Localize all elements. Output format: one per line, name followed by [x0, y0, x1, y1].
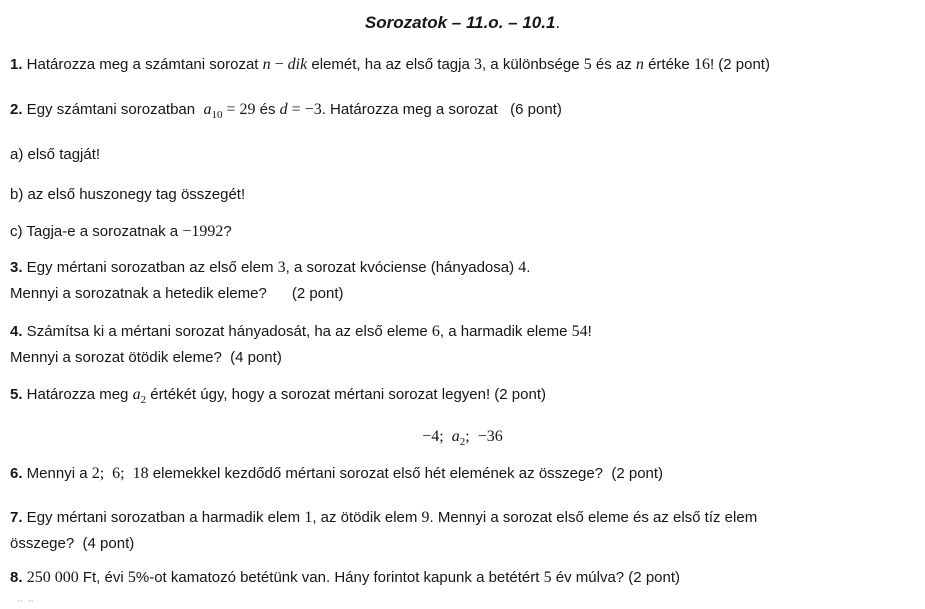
text-run: Ft, évi: [78, 569, 128, 586]
text-run: 4.: [10, 323, 23, 340]
clipped-line-fragment-line-1: [18, 598, 915, 609]
text-run: Sorozatok – 11.o. – 10.1: [364, 13, 556, 32]
question-5-line-1: [10, 382, 915, 408]
item-b: [10, 182, 915, 208]
question-6: [10, 461, 915, 487]
item-a-line-1: [10, 142, 915, 168]
text-run: 5.: [10, 386, 23, 403]
question-7: [10, 505, 915, 557]
text-run: ¨¨: [18, 597, 40, 609]
item-a: [10, 142, 915, 168]
text-run: 10: [211, 109, 223, 121]
question-1: [10, 52, 915, 78]
text-run: 1: [304, 509, 313, 526]
text-run: c) Tagja-e a sorozatnak a: [10, 223, 183, 240]
text-run: .: [526, 259, 531, 276]
text-run: 7.: [10, 509, 23, 526]
text-run: !: [587, 323, 592, 340]
text-run: 2: [459, 436, 466, 448]
text-run: dik: [287, 56, 308, 73]
text-run: értéke: [643, 56, 694, 73]
text-run: n: [635, 56, 644, 73]
text-run: b) az első huszonegy tag összegét!: [10, 186, 246, 203]
item-c-line-1: [10, 219, 915, 245]
text-run: , a sorozat kvóciense (hányadosa): [285, 259, 519, 276]
text-run: . Mennyi a sorozat első eleme és az első tíz elem: [429, 509, 758, 526]
question-8: [10, 565, 915, 591]
text-run: 2.: [10, 101, 23, 118]
text-run: 8.: [10, 569, 23, 586]
text-run: 3.: [10, 259, 23, 276]
text-run: ! (2 pont): [709, 56, 770, 73]
text-run: 3: [277, 259, 286, 276]
question-4-line-2: [10, 345, 915, 371]
text-run: = −3: [287, 101, 322, 118]
text-run: elemekkel kezdődő mértani sorozat első hét elemének az összege? (2 pont): [148, 465, 664, 482]
text-run: és: [255, 101, 280, 118]
question-8-line-1: [10, 565, 915, 591]
question-1-line-1: [10, 52, 915, 78]
text-run: −: [270, 56, 288, 73]
text-run: ; −36: [465, 428, 503, 445]
text-run: n: [262, 56, 271, 73]
text-run: összege? (4 pont): [10, 535, 135, 552]
text-run: 250 000: [26, 569, 79, 586]
formula-line-1: [10, 424, 915, 450]
text-run: 5: [127, 569, 136, 586]
question-2-line-1: [10, 97, 915, 123]
text-run: a) első tagját!: [10, 146, 101, 163]
clipped-line-fragment: [18, 598, 915, 609]
text-run: 9: [421, 509, 430, 526]
text-run: . Határozza meg a sorozat (6 pont): [321, 101, 562, 118]
text-run: 5: [583, 56, 592, 73]
text-run: 6.: [10, 465, 23, 482]
text-run: Egy mértani sorozatban a harmadik elem: [22, 509, 305, 526]
text-run: d: [279, 101, 288, 118]
question-4: [10, 319, 915, 371]
text-run: Egy számtani sorozatban: [22, 101, 204, 118]
question-3-line-2: [10, 281, 915, 307]
text-run: a: [203, 101, 212, 118]
text-run: %-ot kamatozó betétünk van. Hány forintot kapunk a betétért: [135, 569, 544, 586]
text-run: Határozza meg a számtani sorozat: [22, 56, 263, 73]
text-run: 4: [518, 259, 527, 276]
text-run: és az: [591, 56, 636, 73]
question-3-line-1: [10, 255, 915, 281]
text-run: Mennyi a sorozat ötödik eleme? (4 pont): [10, 349, 282, 366]
text-run: elemét, ha az első tagja: [307, 56, 474, 73]
text-run: értékét úgy, hogy a sorozat mértani sorozat legyen! (2 pont): [146, 386, 546, 403]
text-run: 6: [431, 323, 440, 340]
text-run: a: [132, 386, 141, 403]
text-run: = 29: [222, 101, 256, 118]
text-run: , az ötödik elem: [312, 509, 422, 526]
question-6-line-1: [10, 461, 915, 487]
text-run: Egy mértani sorozatban az első elem: [22, 259, 278, 276]
text-run: Mennyi a sorozatnak a hetedik eleme? (2 pont): [10, 285, 344, 302]
text-run: év múlva? (2 pont): [551, 569, 681, 586]
text-run: 54: [571, 323, 588, 340]
question-4-line-1: [10, 319, 915, 345]
text-run: Számítsa ki a mértani sorozat hányadosát, ha az első eleme: [22, 323, 432, 340]
question-5: [10, 382, 915, 408]
text-run: 5: [543, 569, 552, 586]
question-7-line-2: [10, 531, 915, 557]
question-3: [10, 255, 915, 307]
text-run: a: [451, 428, 460, 445]
item-b-line-1: [10, 182, 915, 208]
document-title: [10, 10, 915, 37]
text-run: −1992: [182, 223, 224, 240]
formula: [10, 424, 915, 450]
question-2: [10, 97, 915, 123]
text-run: Mennyi a: [22, 465, 92, 482]
text-run: 1.: [10, 56, 23, 73]
text-run: ?: [223, 223, 232, 240]
text-run: Határozza meg: [22, 386, 133, 403]
text-run: , a különbsége: [481, 56, 584, 73]
text-run: , a harmadik eleme: [439, 323, 572, 340]
text-run: 2; 6; 18: [91, 465, 149, 482]
text-run: 3: [473, 56, 482, 73]
document-title-line-1: [10, 10, 915, 37]
text-run: .: [555, 13, 561, 32]
item-c: [10, 219, 915, 245]
question-7-line-1: [10, 505, 915, 531]
text-run: −4;: [422, 428, 452, 445]
text-run: 2: [140, 394, 147, 406]
text-run: 16: [693, 56, 710, 73]
